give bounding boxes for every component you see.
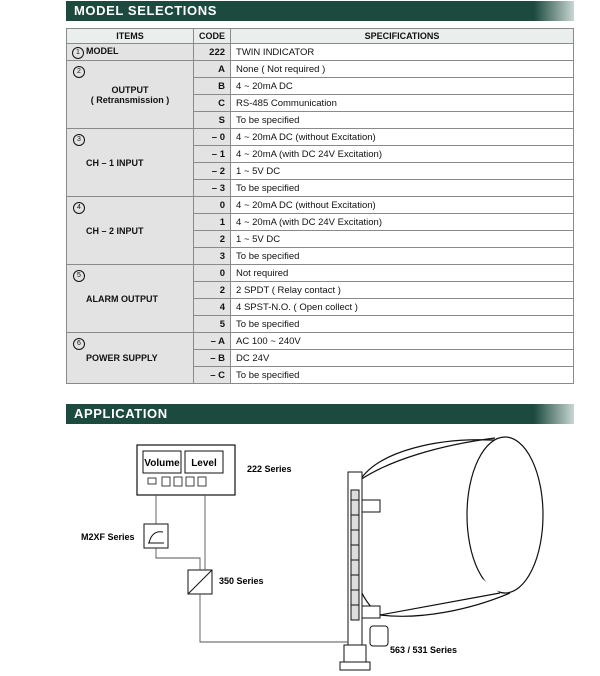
m2xf-module: [144, 524, 168, 548]
code-cell: 2: [194, 282, 231, 299]
code-cell: C: [194, 95, 231, 112]
spec-cell: None ( Not required ): [231, 61, 574, 78]
code-cell: – 0: [194, 129, 231, 146]
item-cell: [67, 333, 194, 384]
code-cell: – A: [194, 333, 231, 350]
table-header-row: [67, 29, 574, 44]
item-label: OUTPUT: [111, 84, 149, 95]
header-code: CODE: [194, 29, 231, 44]
code-cell: A: [194, 61, 231, 78]
spec-cell: Not required: [231, 265, 574, 282]
code-cell: 5: [194, 316, 231, 333]
indicator-222: [137, 445, 235, 495]
label-563-531-series: 563 / 531 Series: [390, 645, 458, 655]
item-number-badge: 6: [73, 338, 85, 350]
item-cell: [67, 265, 194, 333]
spec-cell: To be specified: [231, 112, 574, 129]
item-number-badge: 2: [73, 66, 85, 78]
code-cell: 1: [194, 214, 231, 231]
header-items: ITEMS: [67, 29, 194, 44]
code-cell: – 2: [194, 163, 231, 180]
table-row: [67, 44, 574, 61]
item-number-badge: 4: [73, 202, 85, 214]
converter-350: [188, 570, 212, 594]
wiring: [156, 495, 348, 642]
table-row: [67, 129, 574, 146]
spec-cell: 4 ~ 20mA (with DC 24V Excitation): [231, 214, 574, 231]
item-label: ALARM OUTPUT: [86, 293, 158, 304]
spec-cell: To be specified: [231, 367, 574, 384]
spec-cell: TWIN INDICATOR: [231, 44, 574, 61]
label-m2xf-series: M2XF Series: [81, 532, 135, 542]
spec-cell: 4 ~ 20mA DC (without Excitation): [231, 129, 574, 146]
spec-cell: 2 SPDT ( Relay contact ): [231, 282, 574, 299]
item-cell: [67, 129, 194, 197]
code-cell: – C: [194, 367, 231, 384]
code-cell: 4: [194, 299, 231, 316]
code-cell: 3: [194, 248, 231, 265]
code-cell: – 1: [194, 146, 231, 163]
table-row: [67, 333, 574, 350]
table-row: [67, 265, 574, 282]
code-cell: 222: [194, 44, 231, 61]
item-number-badge: 1: [72, 47, 84, 59]
spec-cell: 4 SPST-N.O. ( Open collect ): [231, 299, 574, 316]
application-diagram: [0, 430, 600, 676]
code-cell: – 3: [194, 180, 231, 197]
indicator-volume-label: Volume: [144, 458, 180, 469]
spec-cell: 1 ~ 5V DC: [231, 231, 574, 248]
header-specifications: SPECIFICATIONS: [231, 29, 574, 44]
item-cell: [67, 44, 194, 61]
item-label: POWER SUPPLY: [86, 353, 158, 363]
spec-cell: DC 24V: [231, 350, 574, 367]
code-cell: S: [194, 112, 231, 129]
item-label: CH – 2 INPUT: [86, 225, 144, 236]
spec-cell: 4 ~ 20mA (with DC 24V Excitation): [231, 146, 574, 163]
tank-illustration: [348, 437, 543, 616]
indicator-level-label: Level: [191, 458, 217, 469]
code-cell: B: [194, 78, 231, 95]
spec-cell: RS-485 Communication: [231, 95, 574, 112]
item-number-badge: 5: [73, 270, 85, 282]
label-350-series: 350 Series: [219, 576, 264, 586]
code-cell: 0: [194, 197, 231, 214]
spec-cell: To be specified: [231, 180, 574, 197]
label-222-series: 222 Series: [247, 464, 292, 474]
spec-cell: AC 100 ~ 240V: [231, 333, 574, 350]
model-selections-table: [66, 28, 574, 384]
item-label: CH – 1 INPUT: [86, 157, 144, 168]
spec-cell: 1 ~ 5V DC: [231, 163, 574, 180]
code-cell: – B: [194, 350, 231, 367]
item-number-badge: 3: [73, 134, 85, 146]
table-row: [67, 61, 574, 78]
item-cell: [67, 61, 194, 129]
item-cell: [67, 197, 194, 265]
code-cell: 0: [194, 265, 231, 282]
code-cell: 2: [194, 231, 231, 248]
item-sublabel: ( Retransmission ): [90, 94, 170, 105]
model-selections-header: MODEL SELECTIONS: [66, 1, 574, 21]
table-row: [67, 197, 574, 214]
application-header: APPLICATION: [66, 404, 574, 424]
spec-cell: 4 ~ 20mA DC (without Excitation): [231, 197, 574, 214]
spec-cell: To be specified: [231, 316, 574, 333]
spec-cell: To be specified: [231, 248, 574, 265]
item-label: MODEL: [86, 45, 119, 56]
spec-cell: 4 ~ 20mA DC: [231, 78, 574, 95]
